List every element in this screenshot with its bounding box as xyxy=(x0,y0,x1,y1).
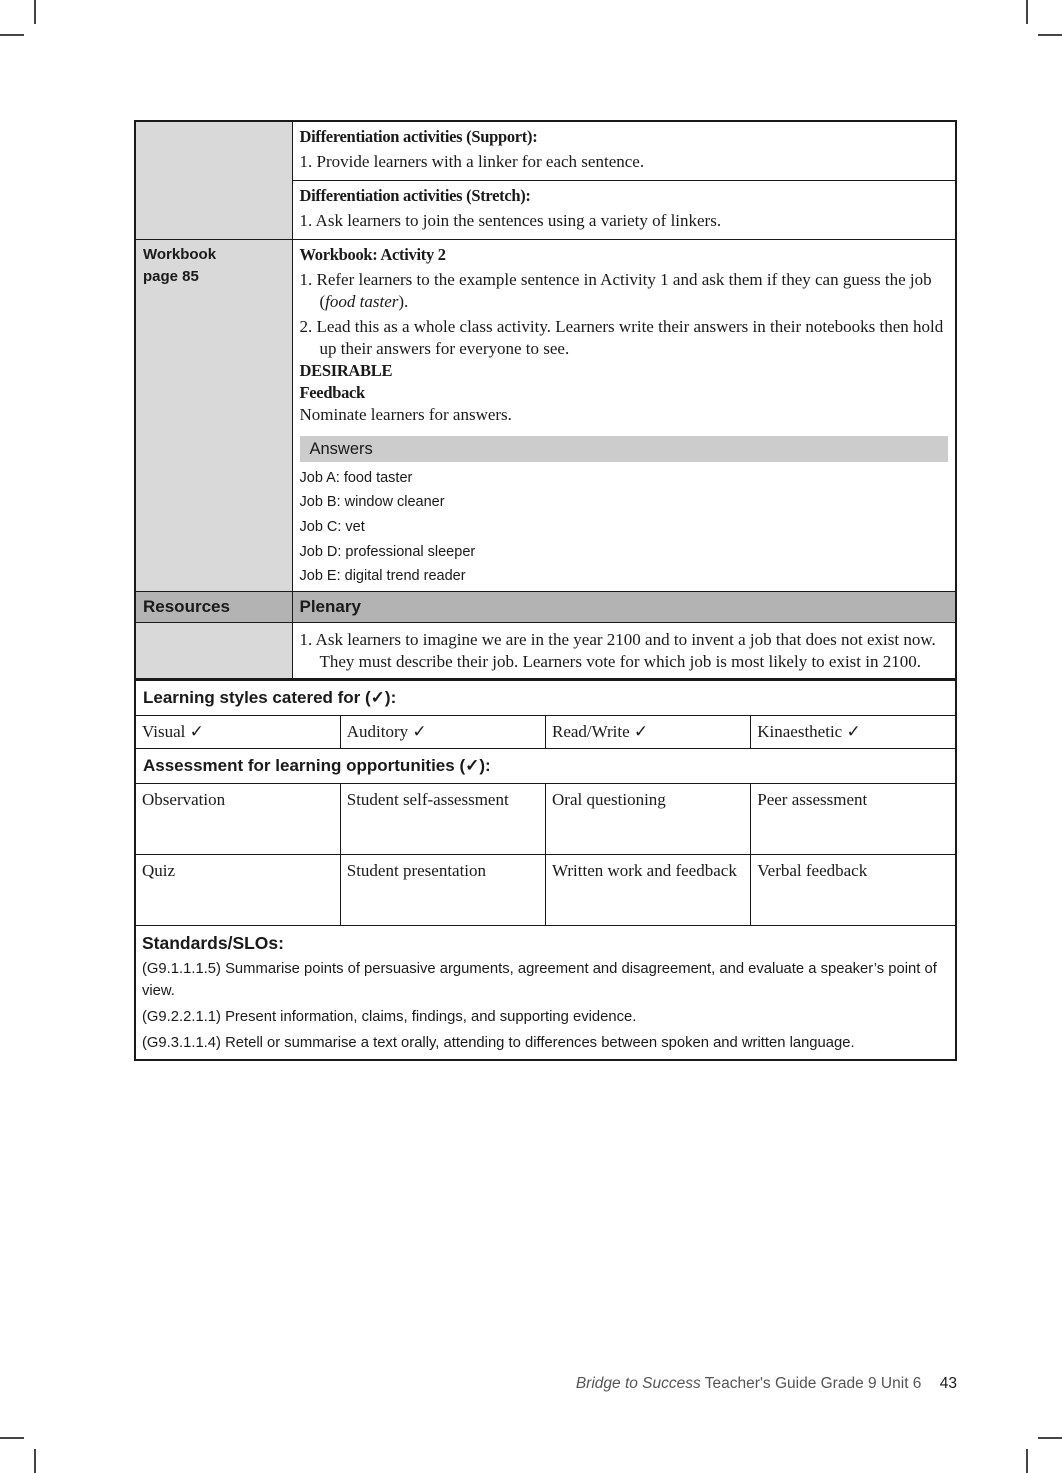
resources-header: Resources xyxy=(135,592,292,623)
standard-item: (G9.3.1.1.4) Retell or summarise a text orally, attending to differences between spoken and written language. xyxy=(142,1035,855,1052)
assessment-row xyxy=(135,855,956,926)
assessment-cell: Student self-assessment xyxy=(340,784,545,855)
learning-styles-table xyxy=(134,680,957,1061)
assessment-cell: Verbal feedback xyxy=(751,855,956,926)
resources-cell-empty xyxy=(135,121,292,239)
learning-styles-title-row xyxy=(135,681,956,716)
standards-cell xyxy=(135,926,956,1061)
assessment-cell: Written work and feedback xyxy=(546,855,751,926)
differentiation-support-title: Differentiation activities (Support): xyxy=(299,127,538,146)
learning-style-read-write xyxy=(546,716,751,749)
learning-style-kinaesthetic xyxy=(751,716,956,749)
assessment-row xyxy=(135,784,956,855)
checkmark-icon: ✓ xyxy=(846,722,861,743)
checkmark-icon: ✓ xyxy=(633,722,649,743)
answer-item: Job D: professional sleeper xyxy=(299,543,476,560)
workbook-resource-label: Workbook xyxy=(143,245,217,263)
crop-mark-bottom-right-v xyxy=(1026,1449,1028,1473)
workbook-activity-cell xyxy=(292,239,956,592)
crop-mark-bottom-right-h xyxy=(1038,1437,1062,1439)
item1-text-end: ). xyxy=(398,291,409,311)
item1-text: 1. Refer learners to the example sentence in Activity 1 and ask them if they can guess the job ( xyxy=(299,269,932,311)
differentiation-stretch-cell xyxy=(292,180,956,239)
item1-italic-answer: food taster xyxy=(325,291,399,311)
differentiation-support-cell xyxy=(292,121,956,180)
standards-row xyxy=(135,926,956,1061)
plenary-row xyxy=(135,623,956,680)
checkmark-icon: ✓ xyxy=(189,722,204,743)
assessment-cell: Observation xyxy=(135,784,340,855)
style-label: Read/Write xyxy=(552,722,630,742)
feedback-text: Nominate learners for answers. xyxy=(299,404,512,424)
plenary-content-cell xyxy=(292,623,956,680)
crop-mark-top-right-v xyxy=(1026,0,1028,24)
differentiation-support-item: 1. Provide learners with a linker for each sentence. xyxy=(299,152,645,171)
learning-styles-row xyxy=(135,716,956,749)
workbook-resource-cell xyxy=(135,239,292,592)
style-label: Kinaesthetic xyxy=(757,722,843,742)
standard-item: (G9.2.2.1.1) Present information, claims, findings, and supporting evidence. xyxy=(142,1009,637,1026)
crop-mark-bottom-left-h xyxy=(0,1437,24,1439)
differentiation-support-row xyxy=(135,121,956,180)
lesson-plan-sheet xyxy=(134,120,957,1061)
standards-title: Standards/SLOs: xyxy=(142,933,284,954)
page-footer xyxy=(576,1375,957,1393)
assessment-title: Assessment for learning opportunities (✓): xyxy=(135,749,956,784)
assessment-title-row xyxy=(135,749,956,784)
assessment-cell: Quiz xyxy=(135,855,340,926)
assessment-cell: Peer assessment xyxy=(751,784,956,855)
crop-mark-top-right-h xyxy=(1038,34,1062,36)
workbook-activity-item-2: 2. Lead this as a whole class activity. Learners write their answers in their notebooks then hold up their answers for everyone to see. xyxy=(299,316,944,358)
plenary-resource-cell-empty xyxy=(135,623,292,680)
style-label: Auditory xyxy=(346,722,409,742)
assessment-cell: Student presentation xyxy=(340,855,545,926)
page-number: 43 xyxy=(939,1375,957,1392)
plenary-header: Plenary xyxy=(292,592,956,623)
style-label: Visual xyxy=(142,722,186,742)
workbook-activity-item-1 xyxy=(300,269,949,313)
answer-item: Job B: window cleaner xyxy=(299,494,445,511)
workbook-activity-title: Workbook: Activity 2 xyxy=(299,244,446,264)
plenary-header-row xyxy=(135,592,956,623)
checkmark-icon: ✓ xyxy=(412,722,427,743)
lesson-plan-table xyxy=(134,120,957,680)
learning-style-visual xyxy=(135,716,340,749)
learning-styles-title: Learning styles catered for (✓): xyxy=(135,681,956,716)
footer-guide-text: Teacher's Guide Grade 9 Unit 6 xyxy=(704,1375,922,1392)
answers-list xyxy=(300,466,949,590)
workbook-page-label: page 85 xyxy=(143,267,199,285)
crop-mark-top-left-h xyxy=(0,34,24,36)
answer-item: Job A: food taster xyxy=(299,469,413,486)
assessment-cell: Oral questioning xyxy=(546,784,751,855)
crop-mark-top-left-v xyxy=(34,0,36,24)
desirable-label: DESIRABLE xyxy=(299,360,393,380)
differentiation-stretch-title: Differentiation activities (Stretch): xyxy=(299,185,531,205)
answer-item: Job C: vet xyxy=(299,518,365,535)
differentiation-stretch-item: 1. Ask learners to join the sentences using a variety of linkers. xyxy=(299,210,722,230)
crop-mark-bottom-left-v xyxy=(34,1449,36,1473)
answers-heading: Answers xyxy=(300,436,949,462)
standard-item: (G9.1.1.1.5) Summarise points of persuasive arguments, agreement and disagreement, and evaluate a speaker’s point of view. xyxy=(142,961,937,1000)
answer-item: Job E: digital trend reader xyxy=(299,568,466,585)
footer-book-title: Bridge to Success xyxy=(575,1375,701,1392)
workbook-row xyxy=(135,239,956,592)
feedback-title: Feedback xyxy=(299,382,365,402)
learning-style-auditory xyxy=(340,716,545,749)
plenary-item-1: 1. Ask learners to imagine we are in the year 2100 and to invent a job that does not exist now. They must describe their job. Learners vote for which job is most likely to exist in 2100. xyxy=(299,630,936,672)
